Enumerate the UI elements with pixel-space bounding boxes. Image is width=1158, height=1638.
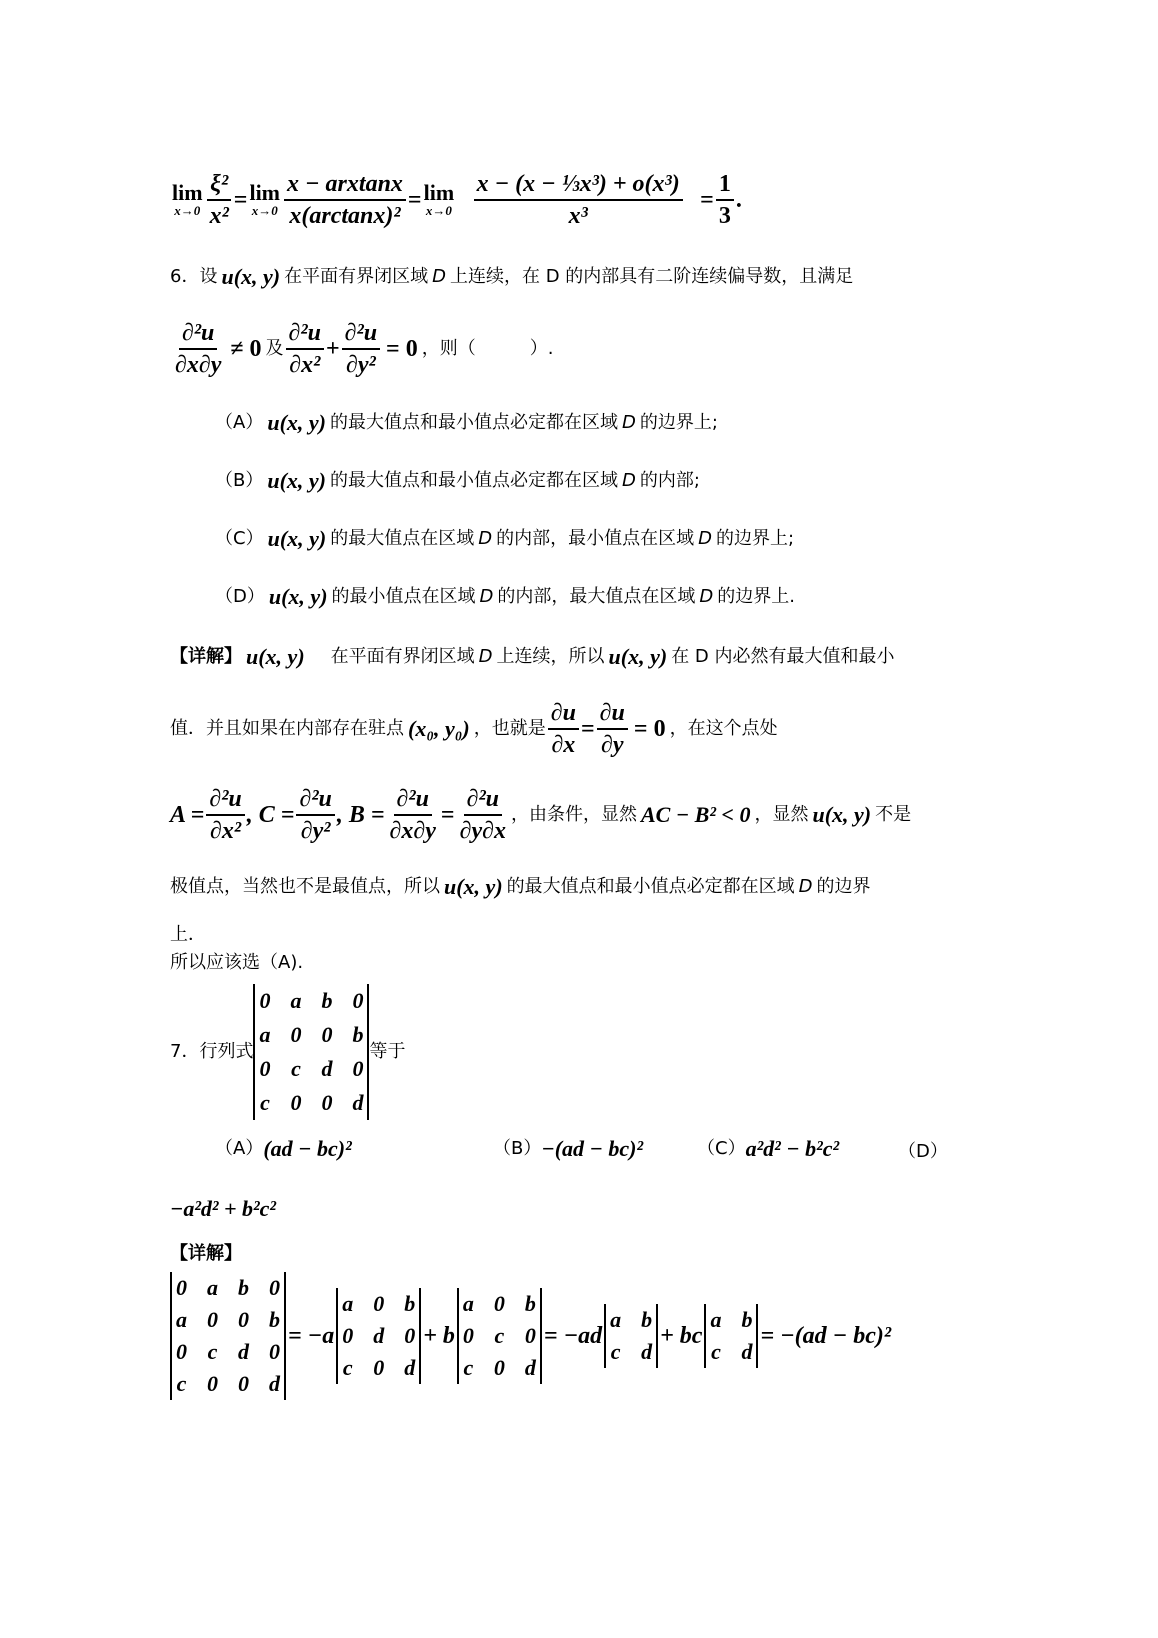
matrix-cell: 0 [404, 1323, 416, 1348]
matrix-cell: b [352, 1022, 364, 1047]
matrix-row [342, 1288, 415, 1320]
q6-option-d: （D） u(x, y) 的最小值点在区域 D 的内部，最大值点在区域 D 的边界上. [215, 584, 796, 609]
matrix-cell: d [269, 1371, 280, 1396]
matrix-cell: b [269, 1307, 280, 1332]
matrix-cell: d [641, 1339, 653, 1364]
matrix-cell: 0 [259, 988, 271, 1013]
matrix-cell: 0 [238, 1307, 249, 1332]
fraction-arctan: $\frac{\text{x − arxtanx}}{\text{x(arctanx)²}}$ [284, 171, 406, 229]
matrix-row [342, 1320, 415, 1352]
matrix-row [610, 1304, 652, 1336]
q6-solution-line5: 上． [170, 924, 206, 945]
matrix-row [259, 1086, 363, 1120]
matrix-cell: b [741, 1307, 753, 1332]
matrix-cell: 0 [259, 1056, 271, 1081]
matrix-cell: 0 [342, 1323, 354, 1348]
matrix-cell: c [291, 1056, 301, 1081]
q7-option-d-label: （D） [898, 1141, 948, 1162]
fraction-B-alt: $\frac{\text{∂²u}}{\partial y\partial x}$ [459, 786, 506, 844]
matrix-cell: 0 [290, 1090, 302, 1115]
matrix-cell: 0 [269, 1339, 280, 1364]
fraction-xi-over-x: $\frac{\text{ξ²}}{\text{x²}}$ [207, 171, 232, 229]
q7-solution-tag: 【详解】 [170, 1243, 242, 1264]
matrix-cell: c [463, 1355, 474, 1380]
q7-option-b: （B） −(ad − bc)² [493, 1136, 644, 1161]
q6-option-a: （A） u(x, y) 的最大值点和最小值点必定都在区域 D 的边界上; [215, 410, 718, 435]
matrix-cell: 0 [207, 1307, 218, 1332]
q7-option-a: （A） (ad − bc)² [215, 1136, 352, 1161]
matrix-cell: d [741, 1339, 753, 1364]
matrix-cell: c [494, 1323, 505, 1348]
q6-stem: 6． 设 u(x, y) 在平面有界闭区域 D 上连续，在 D 的内部具有二阶连续偏导数，且满足 [170, 264, 854, 289]
matrix-cell: b [524, 1291, 536, 1316]
matrix-cell: 0 [373, 1291, 385, 1316]
fraction-B: $\frac{\text{∂²u}}{\partial x\partial y}$ [389, 786, 436, 844]
matrix-row [176, 1336, 280, 1368]
matrix-cell: 0 [352, 1056, 364, 1081]
matrix-row [176, 1304, 280, 1336]
q7-option-d-expr: −a²d² + b²c² [170, 1196, 277, 1221]
matrix-cell: b [641, 1307, 653, 1332]
matrix-row [259, 1018, 363, 1052]
matrix-cell: a [207, 1275, 218, 1300]
minor-3x3-a [336, 1288, 421, 1384]
matrix-cell: 0 [524, 1323, 536, 1348]
matrix-cell: d [404, 1355, 416, 1380]
matrix-cell: d [321, 1056, 333, 1081]
matrix-cell: a [290, 988, 302, 1013]
q6-solution-line1: 【详解】 u(x, y) 在平面有界闭区域 D 上连续，所以 u(x, y) 在 D 内必然有最大值和最小 [170, 644, 895, 669]
matrix-row [259, 1052, 363, 1086]
q7-solution-equation: 0 a b 0 a 0 0 b 0 c d 0 c 0 0 d = −a a 0 b 0 d 0 c 0 d + b a 0 b 0 c 0 c 0 d = −ad a b c d + bc a b c d = −(ad − bc)² [170, 1272, 893, 1400]
q6-answer: 所以应该选（A). [170, 952, 304, 973]
matrix-row [710, 1336, 752, 1368]
matrix-cell: a [342, 1291, 354, 1316]
matrix-row [259, 984, 363, 1018]
matrix-row [342, 1352, 415, 1384]
matrix-cell: b [321, 988, 333, 1013]
matrix-cell: 0 [493, 1355, 505, 1380]
matrix-cell: a [176, 1307, 187, 1332]
q6-option-c: （C） u(x, y) 的最大值点在区域 D 的内部，最小值点在区域 D 的边界上; [215, 526, 795, 551]
fraction-A: $\frac{\text{∂²u}}{\text{∂x²}}$ [206, 786, 244, 844]
minor-2x2-b [704, 1304, 758, 1368]
fraction-du-dy: $\frac{\partial u}{\partial y}$ [597, 700, 628, 758]
q7-option-c: （C） a²d² − b²c² [697, 1136, 840, 1161]
matrix-row [610, 1336, 652, 1368]
matrix-cell: 0 [269, 1275, 280, 1300]
matrix-cell: c [610, 1339, 621, 1364]
fraction-uxx: $\frac{\text{∂²u}}{\text{∂x²}}$ [286, 320, 324, 378]
q6-condition: $\frac{\text{∂²u}}{\partial x\partial y}$ ≠ 0 及 $\frac{\text{∂²u}}{\text{∂x²}}$ + $\frac{\text{∂²u}}{\text{∂y²}}$ = 0 ，则（ ）. [170, 320, 553, 378]
matrix-cell: 0 [373, 1355, 385, 1380]
matrix-cell: 0 [176, 1275, 187, 1300]
lim-operator-1: lim x→0 [172, 180, 203, 218]
matrix-cell: 0 [462, 1323, 474, 1348]
matrix-cell: c [711, 1339, 721, 1364]
matrix-cell: 0 [176, 1339, 187, 1364]
matrix-cell: 0 [321, 1090, 333, 1115]
matrix-cell: 0 [290, 1022, 302, 1047]
matrix-row [463, 1288, 536, 1320]
matrix-cell: c [207, 1339, 218, 1364]
matrix-cell: d [524, 1355, 536, 1380]
matrix-row [463, 1352, 536, 1384]
matrix-cell: c [260, 1090, 270, 1115]
matrix-cell: b [404, 1291, 416, 1316]
matrix-cell: 0 [321, 1022, 333, 1047]
fraction-one-third: $\frac{1}{3}$ [716, 171, 734, 229]
minor-2x2-a [604, 1304, 658, 1368]
fraction-mixed-partial: $\frac{\text{∂²u}}{\partial x\partial y}$ [175, 320, 222, 378]
lim-operator-2: lim x→0 [249, 180, 281, 218]
matrix-cell: d [352, 1090, 364, 1115]
q6-solution-line4: 极值点，当然也不是最值点，所以 u(x, y) 的最大值点和最小值点必定都在区域 D 的边界 [170, 874, 871, 899]
q6-solution-line3: A = $\frac{\text{∂²u}}{\text{∂x²}}$ , C = $\frac{\text{∂²u}}{\text{∂y²}}$ , B = $\frac{\text{∂²u}}{\partial x\partial y}$ = $\frac{\text{∂²u}}{\partial y\partial x}$ ，由条件，显然 AC − B² < 0 ，显然 u(x, y) 不是 [170, 786, 912, 844]
limit-equation: lim x→0 $\frac{\text{ξ²}}{\text{x²}}$ = lim x→0 $\frac{\text{x − arxtanx}}{\text{x(arctanx)²}}$ = lim x→0 $\frac{\text{x − (x − ⅓x³) + o(x³)}}{\text{x³}}$ = $\frac{1}{3}$ . [172, 171, 742, 229]
q6-option-b: （B） u(x, y) 的最大值点和最小值点必定都在区域 D 的内部; [215, 468, 700, 493]
determinant-4x4-solution [170, 1272, 286, 1400]
q6-solution-line2: 值．并且如果在内部存在驻点 (x₀, y₀) ，也就是 $\frac{\partial u}{\partial x}$ = $\frac{\partial u}{\partial y}$ = 0 ，在这个点处 [170, 700, 778, 758]
matrix-row [463, 1320, 536, 1352]
lim-operator-3: lim x→0 [423, 180, 455, 218]
matrix-cell: a [610, 1307, 622, 1332]
matrix-cell: 0 [207, 1371, 218, 1396]
matrix-cell: 0 [238, 1371, 249, 1396]
matrix-cell: 0 [352, 988, 364, 1013]
matrix-cell: a [462, 1291, 474, 1316]
fraction-du-dx: $\frac{\partial u}{\partial x}$ [548, 700, 579, 758]
matrix-row [710, 1304, 752, 1336]
matrix-cell: 0 [493, 1291, 505, 1316]
matrix-cell: d [373, 1323, 385, 1348]
determinant-4x4 [253, 984, 369, 1120]
matrix-row [176, 1272, 280, 1304]
matrix-row [176, 1368, 280, 1400]
matrix-cell: b [238, 1275, 249, 1300]
fraction-C: $\frac{\text{∂²u}}{\text{∂y²}}$ [296, 786, 334, 844]
matrix-cell: a [259, 1022, 271, 1047]
minor-3x3-b [457, 1288, 542, 1384]
fraction-taylor: $\frac{\text{x − (x − ⅓x³) + o(x³)}}{\text{x³}}$ [458, 171, 698, 229]
q7-stem: 7． 行列式 0 a b 0 a 0 0 b 0 c d 0 c 0 0 d 等于 [170, 984, 405, 1120]
matrix-cell: a [710, 1307, 722, 1332]
matrix-cell: c [342, 1355, 353, 1380]
matrix-cell: c [176, 1371, 187, 1396]
fraction-uyy: $\frac{\text{∂²u}}{\text{∂y²}}$ [342, 320, 380, 378]
matrix-cell: d [238, 1339, 249, 1364]
